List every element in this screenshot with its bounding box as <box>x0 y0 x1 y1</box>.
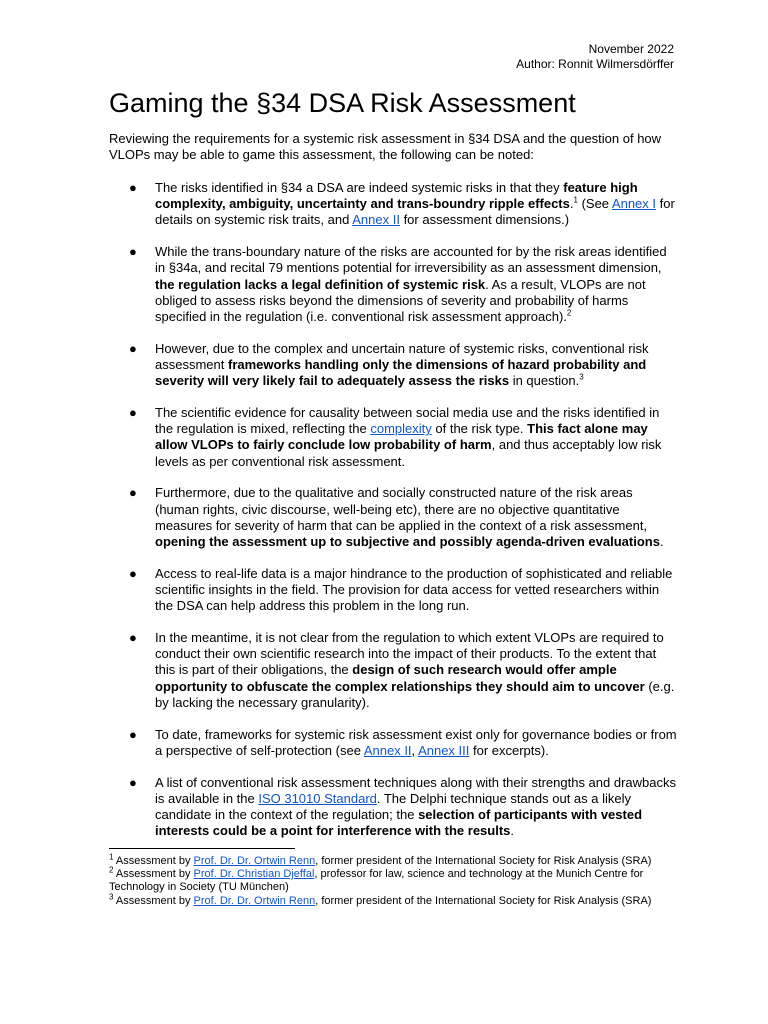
document-meta <box>516 42 674 72</box>
footnotes <box>109 852 679 908</box>
bullet-text: However, due to the complex and uncertain nature of systemic risks, conventional risk assessment <box>155 340 649 373</box>
bullet-text: for details on systemic risk traits, and <box>155 196 675 228</box>
footnote-separator <box>109 848 295 849</box>
bullet-text: The scientific evidence for causality between social media use and the risks identified in the regulation is mixed, reflecting the <box>155 405 660 437</box>
djeffal-profile-link[interactable]: Prof. Dr. Christian Djeffal <box>193 868 315 881</box>
intro-paragraph: Reviewing the requirements for a systemic risk assessment in §34 DSA and the question of how VLOPs may be able to game this assessment, the following can be noted: <box>109 131 662 163</box>
footnote-text: Assessment by <box>113 868 194 881</box>
footnote-ref[interactable]: 1 <box>573 195 578 205</box>
bullet-icon: ● <box>129 565 137 581</box>
bullet-text: in question. <box>509 373 580 389</box>
bullet-text: The risks identified in §34 a DSA are indeed systemic risks in that they <box>155 180 564 195</box>
footnote <box>109 891 679 908</box>
footnote-number: 2 <box>109 865 114 875</box>
bullet-item <box>109 405 679 470</box>
bullet-text: While the trans-boundary nature of the risks are accounted for by the risk areas identified in §34a, and recital 79 mentions potential for irreversibility as an assessment dimension, <box>155 244 667 276</box>
bullet-icon: ● <box>129 485 137 501</box>
bullet-item <box>109 566 679 615</box>
document-title: Gaming the §34 DSA Risk Assessment <box>109 88 576 118</box>
complexity-link[interactable]: complexity <box>370 421 432 437</box>
bullet-item <box>109 180 679 229</box>
document-date: November 2022 <box>588 42 674 56</box>
bullet-text: , <box>411 742 419 758</box>
iso-31010-link[interactable]: ISO 31010 Standard <box>258 790 377 806</box>
renn-profile-link[interactable]: Prof. Dr. Dr. Ortwin Renn <box>193 894 316 907</box>
bullet-text: . The Delphi technique stands out as a likely candidate in the context of the regulation; the <box>155 790 632 823</box>
bullet-text: . As a result, VLOPs are not obliged to assess risks beyond the dimensions of severity and probability of harms specified in the regulation (i.e. conventional risk assessment approach). <box>155 276 646 325</box>
bullet-icon: ● <box>129 726 137 742</box>
bullet-text: of the risk type. <box>431 421 528 437</box>
footnote-ref[interactable]: 2 <box>566 308 572 318</box>
bullet-text: . <box>510 823 515 839</box>
bullet-text: To date, frameworks for systemic risk assessment exist only for governance bodies or from a perspective of self-protection (see <box>155 726 677 758</box>
bullet-icon: ● <box>129 630 137 646</box>
bullet-text: (e.g. by lacking the necessary granularity). <box>155 678 675 710</box>
bullet-text: , and thus acceptably low risk levels as per conventional risk assessment. <box>155 437 662 469</box>
annex-ii-link[interactable]: Annex II <box>363 742 412 758</box>
bullet-bold-text: selection of participants with vested interests could be a point for interference with the results <box>155 807 643 839</box>
bullet-item <box>109 485 679 550</box>
bullet-text: (See <box>577 196 612 212</box>
bullet-icon: ● <box>129 180 137 195</box>
bullet-icon: ● <box>129 774 137 790</box>
bullet-bold-text: frameworks handling only the dimensions of hazard probability and severity will very likely fail to adequately assess the risks <box>155 357 647 389</box>
footnote-number: 3 <box>109 891 114 901</box>
annex-iii-link[interactable]: Annex III <box>418 742 470 758</box>
footnote-text: , professor for law, science and technology at the Munich Centre for Technology in Society (TU München) <box>109 868 644 894</box>
footnote-number: 1 <box>109 852 114 862</box>
bullet-text: Access to real-life data is a major hindrance to the production of sophisticated and reliable scientific insights in the field. The provision for data access for vetted researchers within the DSA can help address this problem in the long run. <box>155 565 673 614</box>
bullet-text: Furthermore, due to the qualitative and socially constructed nature of the risk areas (human rights, civic discourse, well-being etc), there are no objective quantitative measures for severity of harm that can be applied in the context of a risk assessment, <box>155 485 648 533</box>
document-author: Author: Ronnit Wilmersdörffer <box>516 57 674 71</box>
findings-list <box>109 180 679 855</box>
bullet-bold-text: This fact alone may allow VLOPs to fairly conclude low probability of harm <box>155 421 648 453</box>
bullet-text: In the meantime, it is not clear from the regulation to which extent VLOPs are required to conduct their own scientific research into the impact of their products. To the extent that this is part of their obligations, the <box>155 630 664 678</box>
bullet-item <box>109 630 679 711</box>
footnote <box>109 865 679 894</box>
bullet-text: for assessment dimensions.) <box>399 212 570 228</box>
renn-profile-link[interactable]: Prof. Dr. Dr. Ortwin Renn <box>193 855 316 867</box>
bullet-bold-text: design of such research would offer ample opportunity to obfuscate the complex relationships they should aim to uncover <box>155 662 645 694</box>
bullet-item <box>109 341 679 390</box>
footnote-text: , former president of the International Society for Risk Analysis (SRA) <box>315 855 652 867</box>
bullet-text: . <box>569 196 574 212</box>
bullet-bold-text: feature high complexity, ambiguity, uncertainty and trans-boundry ripple effects <box>155 180 638 212</box>
bullet-icon: ● <box>129 244 137 260</box>
bullet-bold-text: the regulation lacks a legal definition of systemic risk <box>155 276 486 292</box>
bullet-bold-text: opening the assessment up to subjective and possibly agenda-driven evaluations <box>155 534 660 550</box>
annex-i-link[interactable]: Annex I <box>611 196 657 212</box>
footnote-text: Assessment by <box>113 855 194 867</box>
bullet-icon: ● <box>129 340 137 356</box>
footnote <box>109 852 679 868</box>
bullet-item <box>109 244 679 325</box>
bullet-text: A list of conventional risk assessment techniques along with their strengths and drawbacks is available in the <box>155 774 676 806</box>
bullet-text: for excerpts). <box>469 742 549 758</box>
bullet-item <box>109 775 679 840</box>
footnote-text: , former president of the International Society for Risk Analysis (SRA) <box>315 894 652 907</box>
footnote-ref[interactable]: 3 <box>579 372 584 382</box>
bullet-item <box>109 727 679 759</box>
annex-ii-link[interactable]: Annex II <box>352 212 400 228</box>
bullet-icon: ● <box>129 405 137 421</box>
bullet-text: . <box>659 534 664 550</box>
footnote-text: Assessment by <box>113 894 194 907</box>
